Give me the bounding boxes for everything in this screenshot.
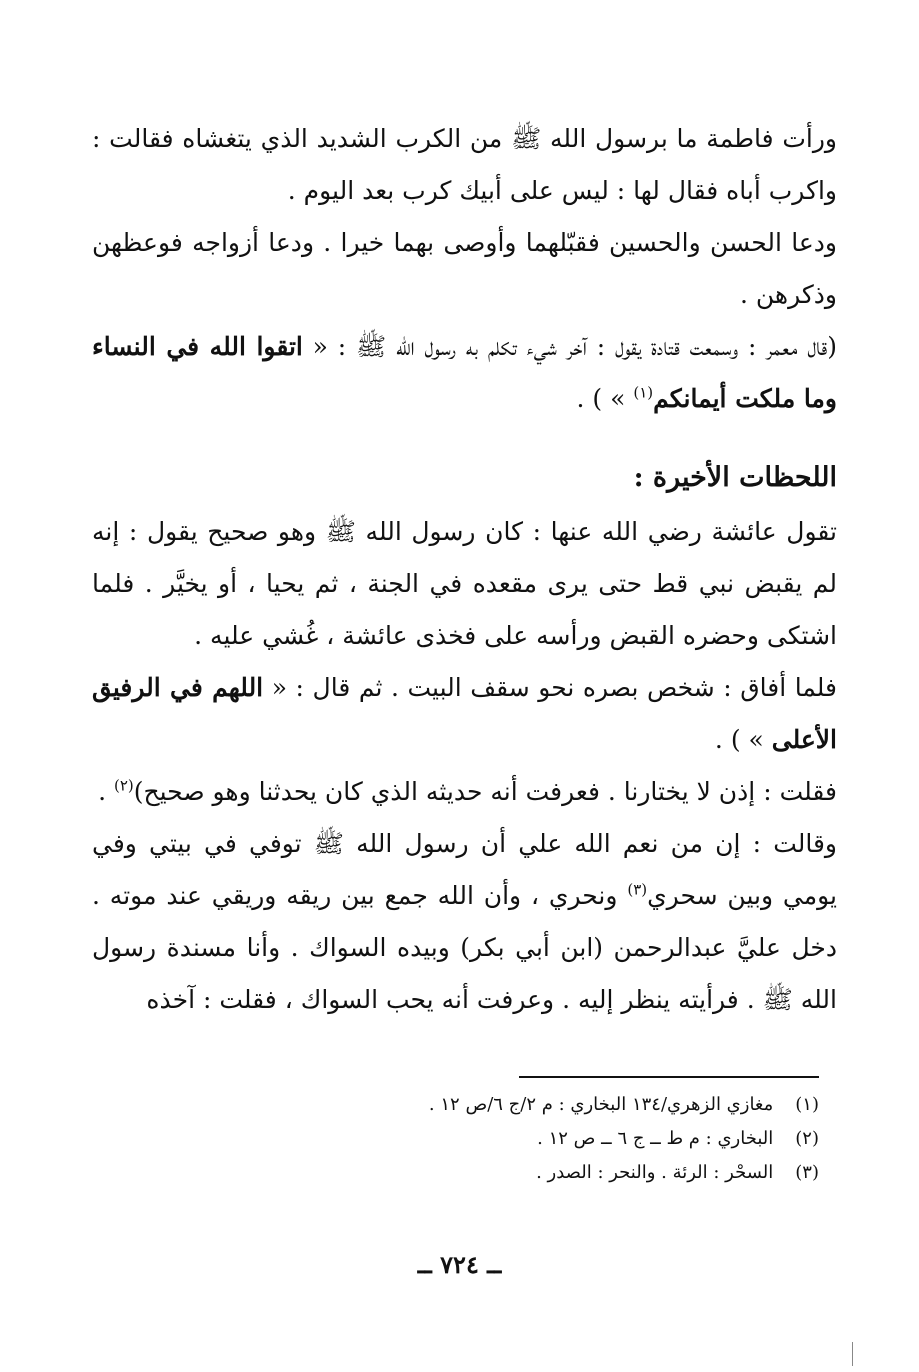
paragraph-yakhtaruna <box>92 766 837 818</box>
main-text-section <box>92 506 837 1026</box>
paragraph-text: ونحري ، وأن الله جمع بين ريقه وريقي عند موته . دخل عليَّ عبدالرحمن (ابن أبي بكر) وبيده السواك . وأنا مسندة رسول الله ﷺ . فرأيته ينظر إليه . وعرفت أنه يحب السواك ، فقلت : آخذه <box>92 881 837 1014</box>
main-text-top <box>92 113 837 425</box>
paragraph-hasan-husain: ودعا الحسن والحسين فقبّلهما وأوصى بهما خيرا . ودعا أزواجه فوعظهن وذكرهن . <box>92 228 837 309</box>
paragraph-text: فلما أفاق : شخص بصره نحو سقف البيت . ثم قال : « <box>263 673 838 702</box>
footnote-text: البخاري : م ط ــ ج ٦ ــ ص ١٢ . <box>537 1128 774 1149</box>
paragraph-text: (قال معمر : وسمعت قتادة يقول : آخر شيء تكلم به رسول الله ﷺ : « <box>302 332 837 361</box>
footnote-number: (٢) <box>795 1128 819 1149</box>
footnote-divider <box>519 1076 819 1078</box>
paragraph-maamar <box>92 321 837 425</box>
footnote-number: (١) <box>795 1094 819 1115</box>
section-heading: اللحظات الأخيرة : <box>633 462 837 493</box>
hadith-quote: اللهم في الرفيق الأعلى <box>92 673 837 754</box>
footnote-text: مغازي الزهري/١٣٤ البخاري : م ٢/ج ٦/ص ١٢ . <box>428 1094 774 1115</box>
footnote-item <box>300 1156 819 1190</box>
paragraph-afaq <box>92 662 837 766</box>
paragraph-qalat <box>92 818 837 1026</box>
paragraph-text: وقالت : إن من نعم الله علي أن رسول الله ﷺ توفي في بيتي وفي يومي وبين سحري <box>92 829 837 910</box>
paragraph-text: » ) . <box>576 384 634 413</box>
scan-edge-mark <box>852 1342 853 1366</box>
footnotes <box>300 1088 819 1190</box>
paragraph-text: . <box>98 777 114 806</box>
page-number: ــ ٧٢٤ ــ <box>417 1250 502 1279</box>
paragraph-text: فقلت : إذن لا يختارنا . فعرفت أنه حديثه الذي كان يحدثنا وهو صحيح) <box>133 777 837 806</box>
hadith-quote: اتقوا الله في النساء وما ملكت أيمانكم <box>92 332 837 413</box>
footnote-text: السحْر : الرئة . والنحر : الصدر . <box>536 1162 774 1183</box>
footnote-item <box>300 1088 819 1122</box>
paragraph-aisha: تقول عائشة رضي الله عنها : كان رسول الله ﷺ وهو صحيح يقول : إنه لم يقبض نبي قط حتى يرى مقعده في الجنة ، ثم يحيا ، أو يخيَّر . فلما اشتكى وحضره القبض ورأسه على فخذى عائشة ، غُشي عليه . <box>92 517 837 650</box>
footnote-number: (٣) <box>795 1162 819 1183</box>
footnote-item <box>300 1122 819 1156</box>
footnote-ref: (١) <box>633 383 654 402</box>
paragraph-fatima: ورأت فاطمة ما برسول الله ﷺ من الكرب الشديد الذي يتغشاه فقالت : واكرب أباه فقال لها : ليس على أبيك كرب بعد اليوم . <box>92 124 837 205</box>
footnote-ref: (٣) <box>627 880 648 899</box>
footnote-ref: (٢) <box>113 776 134 795</box>
paragraph-text: » ) . <box>714 725 772 754</box>
